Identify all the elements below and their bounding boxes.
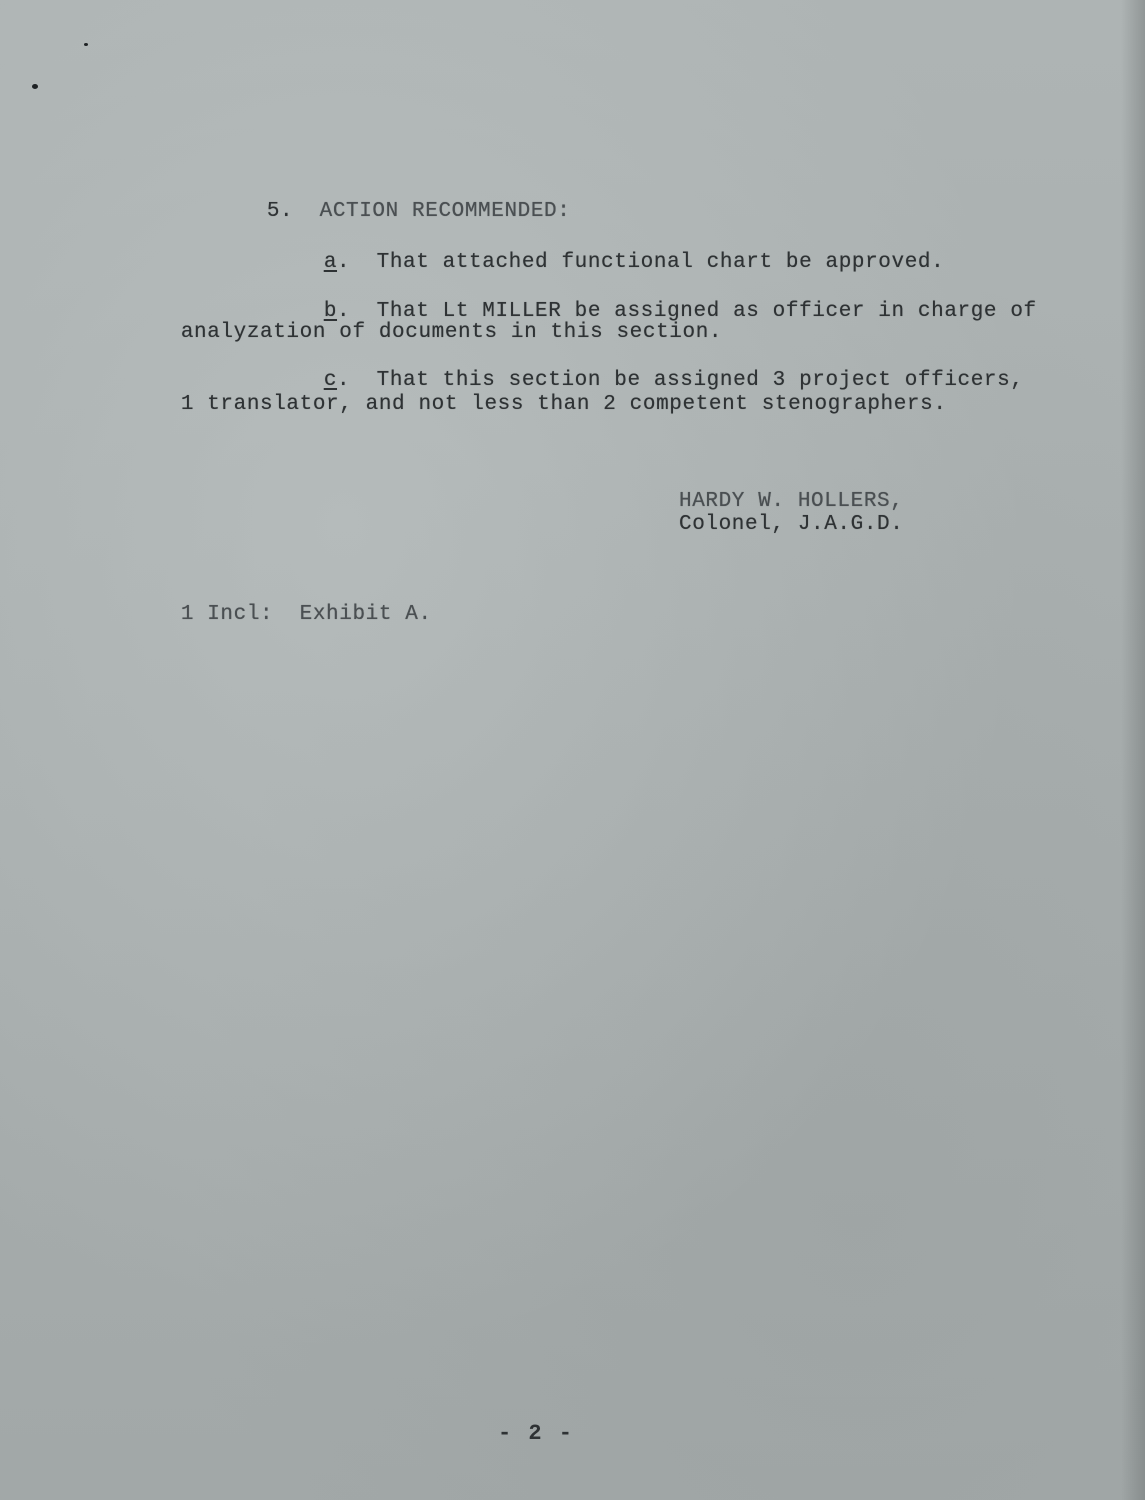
item-b-text-1: That Lt MILLER be assigned as officer in charge of [376,300,1037,323]
item-b-line-1: b. That Lt MILLER be assigned as officer in charge of [323,300,1037,323]
item-a-text: That attached functional chart be approved. [376,251,945,274]
item-b-text-2: analyzation of documents in this section. [180,321,723,344]
ink-speck [84,43,88,46]
item-b-letter: b [323,300,338,323]
ink-speck [32,84,38,89]
inclosure-label: 1 Incl: [180,603,274,626]
inclosure-line [128,579,432,651]
page-number: - 2 - [498,1421,575,1446]
item-c-text-1: That this section be assigned 3 project officers, [376,369,1024,392]
signature-name: HARDY W. HOLLERS, [679,490,904,513]
item-c-line-2 [128,369,947,441]
item-a-line-1: a. That attached functional chart be approved. [323,251,945,274]
paper-edge-shadow [1121,0,1145,1500]
section-title: ACTION RECOMMENDED: [319,200,571,223]
signature-rank: Colonel, J.A.G.D. [679,513,904,536]
section-number: 5. [266,200,294,223]
inclosure-text: Exhibit A. [299,603,432,626]
item-a-letter: a [323,251,338,274]
item-c-letter: c [323,369,338,392]
item-c-line-1: c. That this section be assigned 3 project officers, [323,369,1024,392]
item-c-text-2: 1 translator, and not less than 2 competent stenographers. [180,393,947,416]
